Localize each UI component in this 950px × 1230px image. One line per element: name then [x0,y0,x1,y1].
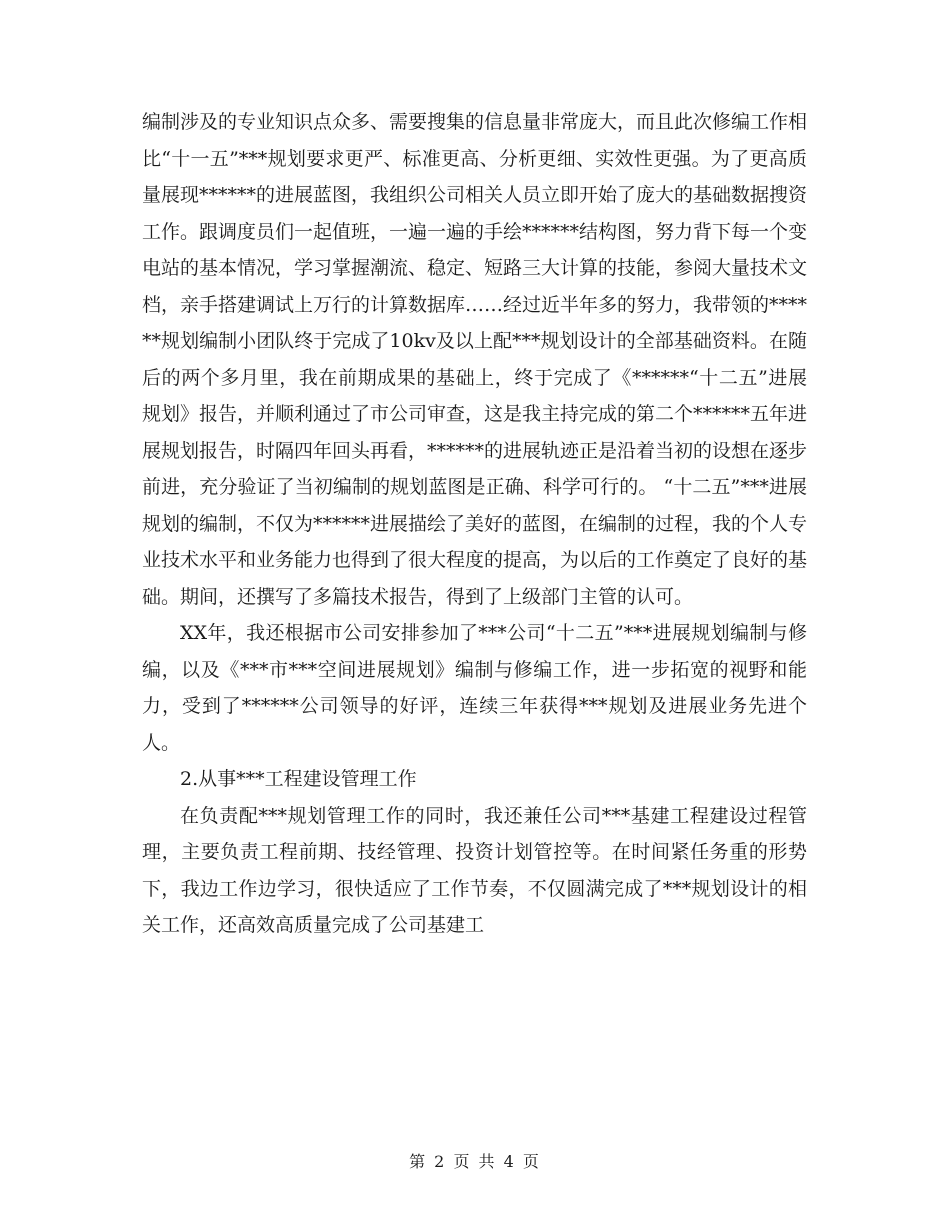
section-heading: 2.从事***工程建设管理工作 [180,768,417,790]
document-body [142,104,807,944]
paragraph-construction-management: 在负责配***规划管理工作的同时，我还兼任公司***基建工程建设过程管理，主要负责工程前期、技经管理、投资计划管控等。在时间紧任务重的形势下，我边工作边学习，很快适应了工作节奏，不仅圆满完成了***规划设计的相关工作，还高效高质量完成了公司基建工 [142,804,807,936]
paragraph-xx-year: XX年，我还根据市公司安排参加了***公司“十二五”***进展规划编制与修编，以及《***市***空间进展规划》编制与修编工作，进一步拓宽的视野和能力，受到了******公司领导的好评，连续三年获得***规划及进展业务先进个人。 [142,622,807,754]
paragraph-continued: 编制涉及的专业知识点众多、需要搜集的信息量非常庞大，而且此次修编工作相比“十一五”***规划要求更严、标准更高、分析更细、实效性更强。为了更高质量展现******的进展蓝图，我组织公司相关人员立即开始了庞大的基础数据搜资工作。跟调度员们一起值班，一遍一遍的手绘******结构图，努力背下每一个变电站的基本情况，学习掌握潮流、稳定、短路三大计算的技能，参阅大量技术文档，亲手搭建调试上万行的计算数据库……经过近半年多的努力，我带领的******规划编制小团队终于完成了10kv及以上配***规划设计的全部基础资料。在随后的两个多月里，我在前期成果的基础上，终于完成了《******“十二五”进展规划》报告，并顺利通过了市公司审查，这是我主持完成的第二个******五年进展规划报告，时隔四年回头再看，******的进展轨迹正是沿着当初的设想在逐步前进，充分验证了当初编制的规划蓝图是正确、科学可行的。 “十二五”***进展规划的编制，不仅为******进展描绘了美好的蓝图，在编制的过程，我的个人专业技术水平和业务能力也得到了很大程度的提高，为以后的工作奠定了良好的基础。期间，还撰写了多篇技术报告，得到了上级部门主管的认可。 [142,111,808,608]
page-number-footer: 第 2 页 共 4 页 [409,1152,541,1171]
